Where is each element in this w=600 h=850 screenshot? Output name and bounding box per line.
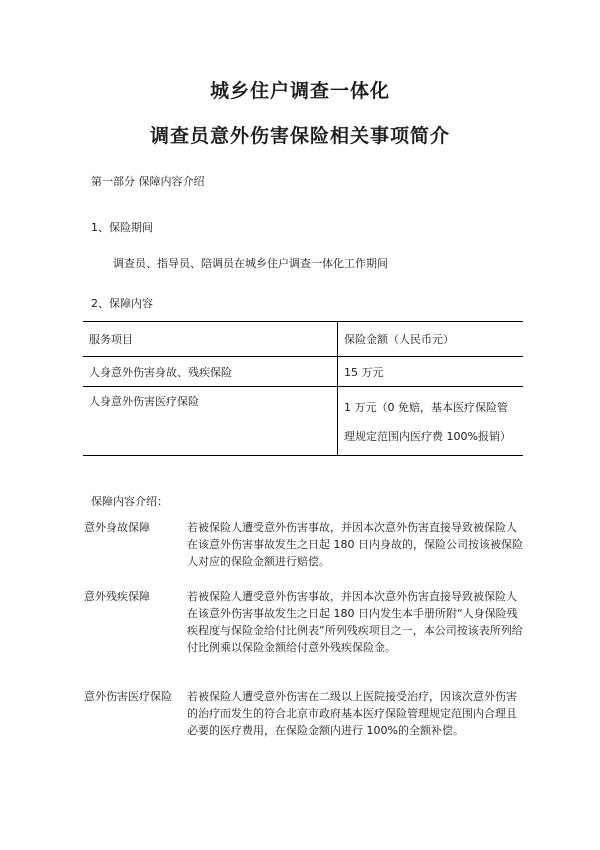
intro-body: 若被保险人遭受意外伤害在二级以上医院接受治疗，因该次意外伤害的治疗而发生的符合北京市政府基本医疗保险管理规定范围内合理且必要的医疗费用，在保险金额内进行 100%的全额补偿。 bbox=[187, 690, 517, 737]
table-row bbox=[83, 387, 523, 456]
table-header-cell: 保险金额（人民币元） bbox=[338, 322, 524, 357]
intro-term: 意外身故保障 bbox=[84, 521, 150, 534]
table-cell: 15 万元 bbox=[338, 357, 524, 387]
title-line-1: 城乡住户调查一体化 bbox=[209, 80, 390, 102]
table-header-cell: 服务项目 bbox=[83, 322, 338, 357]
intro-term: 意外残疾保障 bbox=[84, 590, 150, 603]
table-cell: 人身意外伤害医疗保险 bbox=[83, 387, 338, 456]
intro-body: 若被保险人遭受意外伤害事故，并因本次意外伤害直接导致被保险人在该意外伤害事故发生之日起 180 日内发生本手册所附“人身保险残疾程度与保险金给付比例表”所列残疾项目之一，本公司按该表所列给付比例乘以保险金额给付意外残疾保险金。 bbox=[187, 590, 523, 654]
intro-term: 意外伤害医疗保险 bbox=[84, 690, 172, 703]
coverage-table bbox=[83, 321, 523, 456]
table-cell: 人身意外伤害身故、残疾保险 bbox=[83, 357, 338, 387]
part-heading: 第一部分 保障内容介绍 bbox=[91, 175, 205, 188]
section-body-period: 调查员、指导员、陪调员在城乡住户调查一体化工作期间 bbox=[113, 257, 388, 270]
section-heading-period: 1、保险期间 bbox=[91, 221, 153, 234]
intro-body: 若被保险人遭受意外伤害事故，并因本次意外伤害直接导致被保险人在该意外伤害事故发生之日起 180 日内身故的，保险公司按该被保险人对应的保险金额进行赔偿。 bbox=[187, 521, 523, 568]
table-row bbox=[83, 357, 523, 387]
table-header-row bbox=[83, 322, 523, 357]
section-heading-coverage: 2、保障内容 bbox=[91, 297, 153, 310]
table-cell: 1 万元（0 免赔，基本医疗保险管理规定范围内医疗费 100%报销） bbox=[338, 387, 524, 456]
intro-heading: 保障内容介绍： bbox=[91, 495, 168, 508]
title-line-2: 调查员意外伤害保险相关事项简介 bbox=[149, 125, 450, 147]
